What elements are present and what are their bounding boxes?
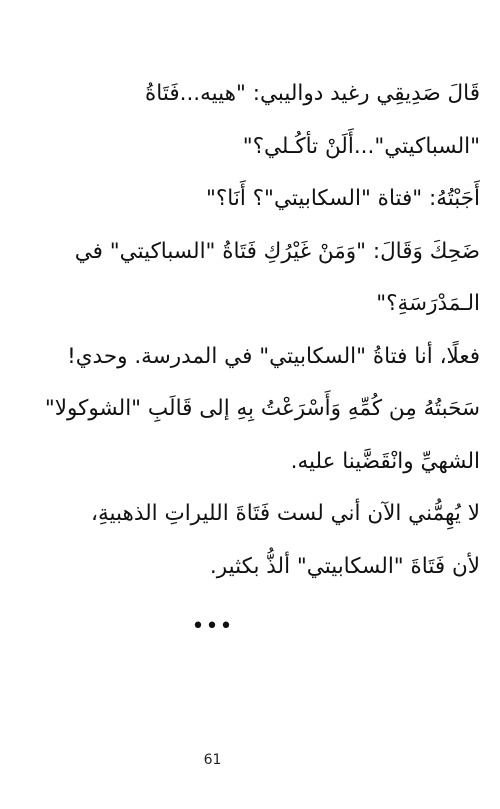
text-line-6: فعلًا، أنا فتاةُ "السكابيتي" في المدرسة. وحدي! — [67, 343, 480, 369]
text-line-1: قَالَ صَدِيقِي رغيد دواليبي: "هييه...فَتَاةُ — [145, 81, 480, 106]
section-break-dots: ••• — [191, 614, 234, 639]
page-body-text — [20, 68, 480, 593]
text-line-5: الـمَدْرَسَةِ؟" — [376, 291, 480, 316]
text-line-3: أَجَبْتُهُ: "فتاة "السكابيتي"؟ أَنَا؟" — [206, 186, 480, 211]
text-line-7: سَحَبتُهُ مِن كُمِّهِ وَأَسْرَعْتُ بِهِ إلى قَالَبِ "الشوكولا" — [44, 396, 480, 421]
text-line-8: الشهيِّ وانْقَضَّينا عليه. — [290, 448, 480, 474]
text-line-10: لأن فَتَاةَ "السكابيتي" ألذُّ بكثير. — [209, 553, 480, 579]
text-line-2: "السباكيتي"...أَلَنْ تأكُـلي؟" — [242, 133, 480, 159]
text-line-4: ضَحِكَ وَقَالَ: "وَمَنْ غَيْرُكِ فَتَاةُ "السباكيتي" في — [74, 238, 480, 264]
text-line-9: لا يُهِمُّني الآن أني لست فَتَاةَ الليراتِ الذهبيةِ، — [91, 501, 480, 526]
page-number: 61 — [203, 752, 222, 768]
